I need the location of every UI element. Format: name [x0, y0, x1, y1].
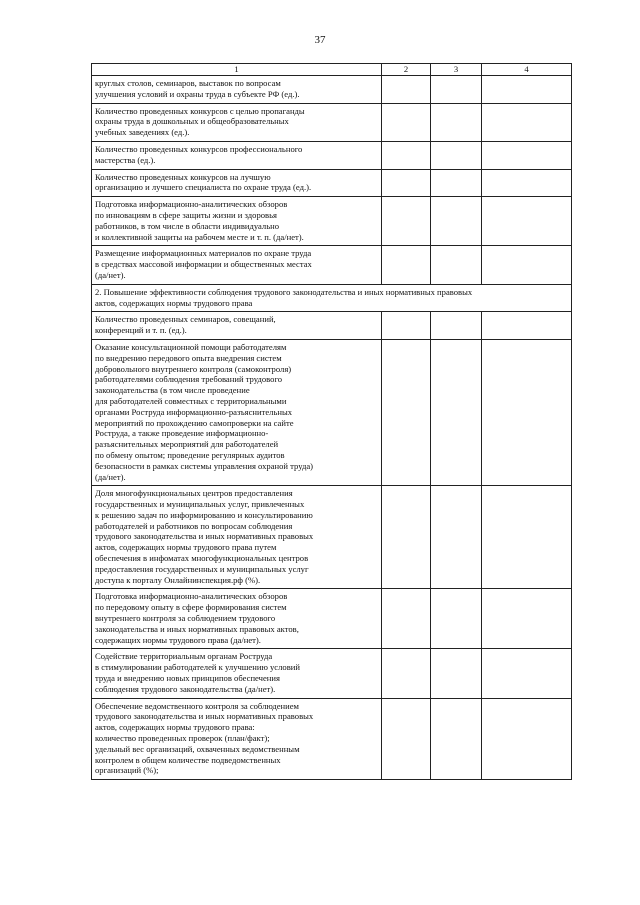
value-cell-col-4 — [482, 197, 572, 246]
value-cell-col-4 — [482, 698, 572, 780]
value-cell-col-2 — [382, 339, 431, 485]
indicator-cell: Количество проведенных конкурсов на лучшую организацию и лучшего специалиста по охране труда (ед.). — [92, 169, 382, 197]
header-col-2: 2 — [382, 64, 431, 76]
value-cell-col-2 — [382, 169, 431, 197]
value-cell-col-4 — [482, 339, 572, 485]
value-cell-col-3 — [431, 312, 482, 340]
value-cell-col-2 — [382, 698, 431, 780]
value-cell-col-3 — [431, 589, 482, 649]
indicator-cell: круглых столов, семинаров, выставок по вопросам улучшения условий и охраны труда в субъекте РФ (ед.). — [92, 76, 382, 104]
header-col-3: 3 — [431, 64, 482, 76]
section-heading: 2. Повышение эффективности соблюдения трудового законодательства и иных нормативных правовых актов, содержащих нормы трудового права — [92, 284, 572, 312]
table-row — [92, 246, 572, 284]
value-cell-col-3 — [431, 103, 482, 141]
table-row — [92, 76, 572, 104]
table-row — [92, 589, 572, 649]
indicator-cell: Содействие территориальным органам Роструда в стимулировании работодателей к улучшению условий труда и внедрению новых принципов обеспечения соблюдения трудового законодательства (да/нет). — [92, 649, 382, 698]
section-heading-row — [92, 284, 572, 312]
value-cell-col-3 — [431, 339, 482, 485]
table-row — [92, 197, 572, 246]
value-cell-col-3 — [431, 76, 482, 104]
table-row — [92, 486, 572, 589]
indicator-cell: Подготовка информационно-аналитических обзоров по передовому опыту в сфере формирования систем внутреннего контроля за соблюдением трудового законодательства и иных нормативных правовых актов, содержащих нормы трудового права (да/нет). — [92, 589, 382, 649]
value-cell-col-3 — [431, 649, 482, 698]
value-cell-col-3 — [431, 246, 482, 284]
indicator-cell: Доля многофункциональных центров предоставления государственных и муниципальных услуг, привлеченных к решению задач по информированию и консультированию работодателей и работников по вопросам соблюдения трудового законодательства и иных нормативных правовых актов, содержащих нормы трудового права путем обеспечения в инфоматах многофункциональных центров предоставления государственных и муниципальных услуг доступа к порталу Онлайнинспекция.рф (%). — [92, 486, 382, 589]
value-cell-col-2 — [382, 103, 431, 141]
report-table — [91, 63, 572, 780]
header-col-4: 4 — [482, 64, 572, 76]
table-row — [92, 698, 572, 780]
value-cell-col-3 — [431, 486, 482, 589]
value-cell-col-4 — [482, 589, 572, 649]
value-cell-col-2 — [382, 141, 431, 169]
value-cell-col-4 — [482, 76, 572, 104]
table-header-row — [92, 64, 572, 76]
indicator-cell: Подготовка информационно-аналитических обзоров по инновациям в сфере защиты жизни и здоровья работников, в том числе в области индивидуально и коллективной защиты на рабочем месте и т. п. (да/нет). — [92, 197, 382, 246]
table-row — [92, 649, 572, 698]
table-row — [92, 141, 572, 169]
value-cell-col-4 — [482, 649, 572, 698]
value-cell-col-2 — [382, 197, 431, 246]
value-cell-col-4 — [482, 486, 572, 589]
value-cell-col-4 — [482, 312, 572, 340]
value-cell-col-4 — [482, 169, 572, 197]
table-row — [92, 103, 572, 141]
table-row — [92, 339, 572, 485]
indicator-cell: Количество проведенных семинаров, совещаний, конференций и т. п. (ед.). — [92, 312, 382, 340]
value-cell-col-2 — [382, 486, 431, 589]
indicator-cell: Размещение информационных материалов по охране труда в средствах массовой информации и общественных местах (да/нет). — [92, 246, 382, 284]
value-cell-col-2 — [382, 312, 431, 340]
value-cell-col-3 — [431, 698, 482, 780]
value-cell-col-2 — [382, 589, 431, 649]
value-cell-col-2 — [382, 246, 431, 284]
value-cell-col-3 — [431, 141, 482, 169]
table-row — [92, 312, 572, 340]
value-cell-col-2 — [382, 76, 431, 104]
indicator-cell: Количество проведенных конкурсов профессионального мастерства (ед.). — [92, 141, 382, 169]
indicator-cell: Оказание консультационной помощи работодателям по внедрению передового опыта внедрения систем добровольного внутреннего контроля (самоконтроля) работодателями соблюдения требований трудового законодательства (в том числе проведение для работодателей совместных с территориальными органами Роструда информационно-разъяснительных мероприятий по прохождению самопроверки на сайте Роструда, а также проведение информационно- разъяснительных мероприятий для работодателей по обмену опытом; проведение регулярных аудитов безопасности в рамках системы управления охраной труда) (да/нет). — [92, 339, 382, 485]
table-row — [92, 169, 572, 197]
indicator-cell: Количество проведенных конкурсов с целью пропаганды охраны труда в дошкольных и общеобразовательных учебных заведениях (ед.). — [92, 103, 382, 141]
indicator-cell: Обеспечение ведомственного контроля за соблюдением трудового законодательства и иных нормативных правовых актов, содержащих нормы трудового права: количество проведенных проверок (план/факт); удельный вес организаций, охваченных ведомственным контролем в общем количестве подведомственных организаций (%); — [92, 698, 382, 780]
value-cell-col-3 — [431, 169, 482, 197]
value-cell-col-4 — [482, 141, 572, 169]
value-cell-col-4 — [482, 246, 572, 284]
header-col-1: 1 — [92, 64, 382, 76]
page-number: 37 — [314, 34, 326, 46]
value-cell-col-3 — [431, 197, 482, 246]
value-cell-col-2 — [382, 649, 431, 698]
value-cell-col-4 — [482, 103, 572, 141]
